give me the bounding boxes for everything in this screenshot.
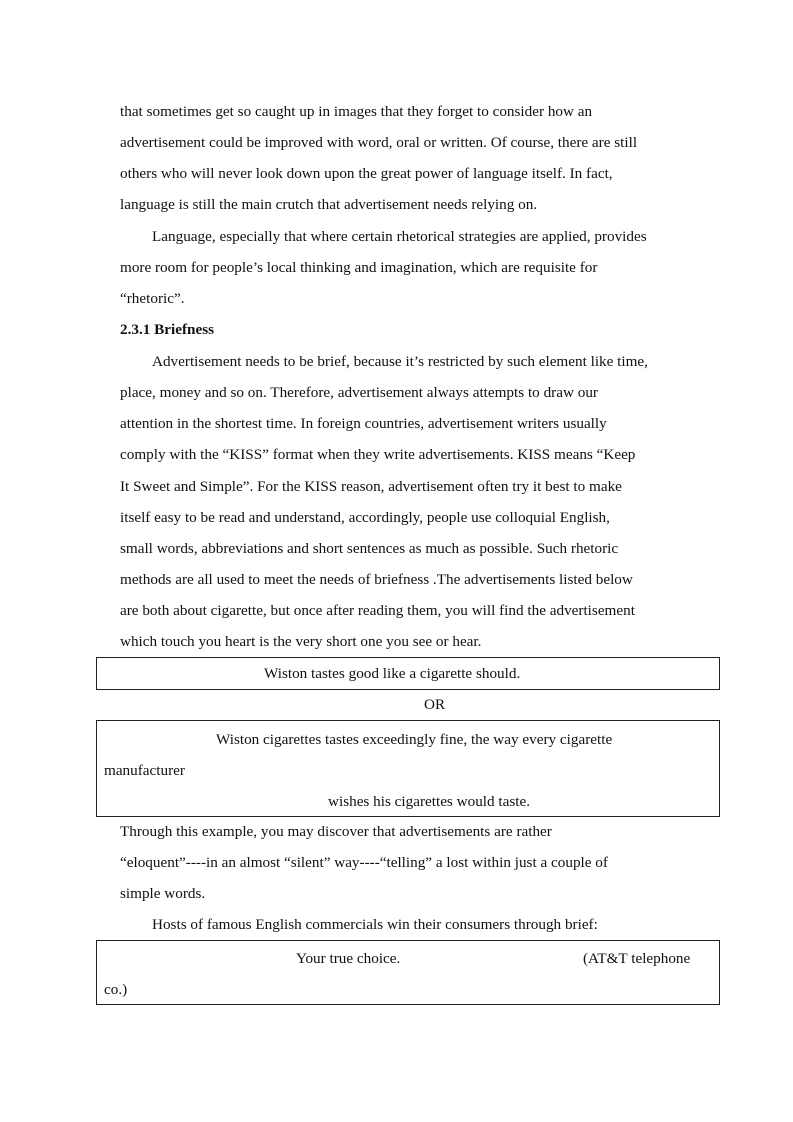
ad-example-box: [96, 657, 720, 690]
body-text-line: place, money and so on. Therefore, advertisement always attempts to draw our: [120, 384, 598, 401]
body-text-line: comply with the “KISS” format when they write advertisements. KISS means “Keep: [120, 446, 636, 463]
body-text-line: Through this example, you may discover that advertisements are rather: [120, 823, 552, 840]
body-text-line: that sometimes get so caught up in images that they forget to consider how an: [120, 103, 593, 120]
or-separator: OR: [424, 696, 446, 713]
body-text-line: itself easy to be read and understand, accordingly, people use colloquial English,: [120, 509, 610, 526]
ad-source-text: co.): [104, 981, 128, 998]
body-text-line: advertisement could be improved with word, oral or written. Of course, there are still: [120, 134, 638, 151]
ad-slogan-text: Wiston cigarettes tastes exceedingly fine, the way every cigarette: [216, 731, 613, 748]
body-text-line: “rhetoric”.: [120, 290, 185, 307]
body-text-line: Hosts of famous English commercials win their consumers through brief:: [152, 916, 598, 933]
body-text-line: small words, abbreviations and short sentences as much as possible. Such rhetoric: [120, 540, 619, 557]
section-heading: 2.3.1 Briefness: [120, 321, 215, 338]
body-text-line: Advertisement needs to be brief, because it’s restricted by such element like time,: [152, 353, 648, 370]
ad-slogan-text: wishes his cigarettes would taste.: [328, 793, 531, 810]
body-text-line: “eloquent”----in an almost “silent” way----“telling” a lost within just a couple of: [120, 854, 608, 871]
ad-slogan-text: manufacturer: [104, 762, 185, 779]
body-text-line: simple words.: [120, 885, 206, 902]
body-text-line: Language, especially that where certain rhetorical strategies are applied, provides: [152, 228, 647, 245]
body-text-line: methods are all used to meet the needs of briefness .The advertisements listed below: [120, 571, 633, 588]
ad-example-box: [96, 940, 720, 1005]
body-text-line: are both about cigarette, but once after reading them, you will find the advertisement: [120, 602, 635, 619]
body-text-line: which touch you heart is the very short one you see or hear.: [120, 633, 482, 650]
ad-example-box: [96, 720, 720, 817]
body-text-line: attention in the shortest time. In foreign countries, advertisement writers usually: [120, 415, 607, 432]
body-text-line: others who will never look down upon the great power of language itself. In fact,: [120, 165, 613, 182]
ad-source-text: (AT&T telephone: [583, 950, 691, 967]
body-text-line: more room for people’s local thinking and imagination, which are requisite for: [120, 259, 598, 276]
ad-slogan-text: Wiston tastes good like a cigarette should.: [264, 665, 521, 682]
body-text-line: It Sweet and Simple”. For the KISS reason, advertisement often try it best to make: [120, 478, 622, 495]
ad-slogan-text: Your true choice.: [296, 950, 401, 967]
body-text-line: language is still the main crutch that advertisement needs relying on.: [120, 196, 538, 213]
